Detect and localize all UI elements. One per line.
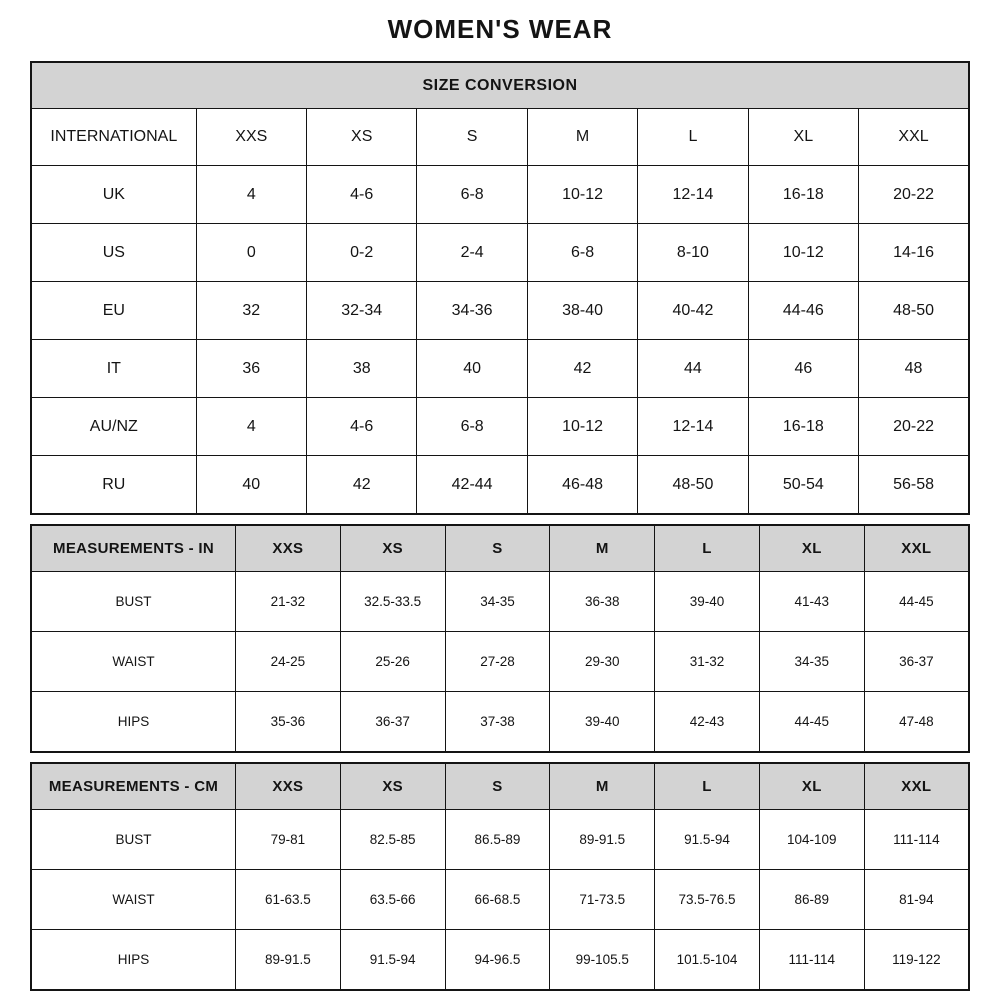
measurements-cm-table <box>30 762 970 991</box>
cell: 86.5-89 <box>445 810 550 870</box>
cell: 38 <box>307 340 417 398</box>
cell: 99-105.5 <box>550 930 655 991</box>
cell: 8-10 <box>638 224 748 282</box>
cell: 10-12 <box>748 224 858 282</box>
column-header-l: L <box>638 109 748 166</box>
cell: 36-37 <box>340 692 445 753</box>
cell: 46 <box>748 340 858 398</box>
measurements-in-title: MEASUREMENTS - IN <box>31 525 236 572</box>
column-header-m: M <box>550 525 655 572</box>
cell: 2-4 <box>417 224 527 282</box>
table-row-bust <box>31 572 969 632</box>
cell: 37-38 <box>445 692 550 753</box>
column-header-xl: XL <box>759 525 864 572</box>
column-header-xl: XL <box>748 109 858 166</box>
cell: 47-48 <box>864 692 969 753</box>
cell: 40 <box>196 456 306 515</box>
cell: 21-32 <box>236 572 341 632</box>
cell: 44-45 <box>759 692 864 753</box>
cell: 111-114 <box>864 810 969 870</box>
row-label: WAIST <box>31 632 236 692</box>
column-header-xxs: XXS <box>236 763 341 810</box>
column-header-xs: XS <box>340 525 445 572</box>
cell: 111-114 <box>759 930 864 991</box>
cell: 38-40 <box>527 282 637 340</box>
cell: 6-8 <box>417 166 527 224</box>
cell: 25-26 <box>340 632 445 692</box>
cell: 40-42 <box>638 282 748 340</box>
table-row-aunz <box>31 398 969 456</box>
table-row-hips <box>31 930 969 991</box>
column-header-xs: XS <box>307 109 417 166</box>
cell: 12-14 <box>638 398 748 456</box>
cell: 10-12 <box>527 398 637 456</box>
row-label: IT <box>31 340 196 398</box>
cell: 34-35 <box>445 572 550 632</box>
cell: 32 <box>196 282 306 340</box>
cell: 42 <box>307 456 417 515</box>
row-label: HIPS <box>31 930 236 991</box>
row-label: BUST <box>31 572 236 632</box>
table-title-row <box>31 62 969 109</box>
cell: 48 <box>859 340 969 398</box>
cell: 39-40 <box>655 572 760 632</box>
cell: 56-58 <box>859 456 969 515</box>
cell: 20-22 <box>859 398 969 456</box>
column-header-xxs: XXS <box>236 525 341 572</box>
column-header-xs: XS <box>340 763 445 810</box>
table-row-it <box>31 340 969 398</box>
row-label: BUST <box>31 810 236 870</box>
cell: 16-18 <box>748 398 858 456</box>
table-row-uk <box>31 166 969 224</box>
cell: 104-109 <box>759 810 864 870</box>
table-row-hips <box>31 692 969 753</box>
cell: 63.5-66 <box>340 870 445 930</box>
cell: 91.5-94 <box>655 810 760 870</box>
size-conversion-table <box>30 61 970 515</box>
cell: 6-8 <box>527 224 637 282</box>
cell: 36-38 <box>550 572 655 632</box>
cell: 81-94 <box>864 870 969 930</box>
cell: 48-50 <box>638 456 748 515</box>
cell: 34-36 <box>417 282 527 340</box>
table-row-eu <box>31 282 969 340</box>
cell: 79-81 <box>236 810 341 870</box>
cell: 36 <box>196 340 306 398</box>
row-label: HIPS <box>31 692 236 753</box>
row-label: WAIST <box>31 870 236 930</box>
cell: 73.5-76.5 <box>655 870 760 930</box>
cell: 89-91.5 <box>550 810 655 870</box>
cell: 32.5-33.5 <box>340 572 445 632</box>
cell: 46-48 <box>527 456 637 515</box>
cell: 119-122 <box>864 930 969 991</box>
cell: 48-50 <box>859 282 969 340</box>
page-title: WOMEN'S WEAR <box>387 14 613 44</box>
column-header-xxs: XXS <box>196 109 306 166</box>
column-header-xl: XL <box>759 763 864 810</box>
column-header-m: M <box>527 109 637 166</box>
row-label: RU <box>31 456 196 515</box>
cell: 40 <box>417 340 527 398</box>
table-row-waist <box>31 632 969 692</box>
row-label: UK <box>31 166 196 224</box>
table-header-row <box>31 109 969 166</box>
measurements-cm-title: MEASUREMENTS - CM <box>31 763 236 810</box>
cell: 27-28 <box>445 632 550 692</box>
row-label: EU <box>31 282 196 340</box>
cell: 35-36 <box>236 692 341 753</box>
cell: 42-44 <box>417 456 527 515</box>
column-header-s: S <box>445 763 550 810</box>
row-label: US <box>31 224 196 282</box>
cell: 4 <box>196 166 306 224</box>
cell: 44-45 <box>864 572 969 632</box>
cell: 0-2 <box>307 224 417 282</box>
cell: 91.5-94 <box>340 930 445 991</box>
cell: 41-43 <box>759 572 864 632</box>
cell: 32-34 <box>307 282 417 340</box>
cell: 82.5-85 <box>340 810 445 870</box>
row-label: AU/NZ <box>31 398 196 456</box>
cell: 44 <box>638 340 748 398</box>
cell: 50-54 <box>748 456 858 515</box>
measurements-in-table <box>30 524 970 753</box>
table-header-row <box>31 525 969 572</box>
cell: 10-12 <box>527 166 637 224</box>
cell: 31-32 <box>655 632 760 692</box>
table-row-us <box>31 224 969 282</box>
column-header-xxl: XXL <box>859 109 969 166</box>
column-header-international: INTERNATIONAL <box>31 109 196 166</box>
cell: 39-40 <box>550 692 655 753</box>
cell: 24-25 <box>236 632 341 692</box>
cell: 12-14 <box>638 166 748 224</box>
cell: 61-63.5 <box>236 870 341 930</box>
cell: 0 <box>196 224 306 282</box>
table-row-ru <box>31 456 969 515</box>
column-header-l: L <box>655 525 760 572</box>
size-conversion-title: SIZE CONVERSION <box>31 62 969 109</box>
cell: 4-6 <box>307 398 417 456</box>
column-header-l: L <box>655 763 760 810</box>
column-header-s: S <box>417 109 527 166</box>
cell: 14-16 <box>859 224 969 282</box>
column-header-xxl: XXL <box>864 763 969 810</box>
cell: 42-43 <box>655 692 760 753</box>
table-row-bust <box>31 810 969 870</box>
cell: 16-18 <box>748 166 858 224</box>
cell: 4-6 <box>307 166 417 224</box>
cell: 66-68.5 <box>445 870 550 930</box>
cell: 94-96.5 <box>445 930 550 991</box>
cell: 29-30 <box>550 632 655 692</box>
cell: 86-89 <box>759 870 864 930</box>
table-header-row <box>31 763 969 810</box>
table-row-waist <box>31 870 969 930</box>
cell: 4 <box>196 398 306 456</box>
cell: 71-73.5 <box>550 870 655 930</box>
cell: 44-46 <box>748 282 858 340</box>
column-header-m: M <box>550 763 655 810</box>
cell: 101.5-104 <box>655 930 760 991</box>
column-header-s: S <box>445 525 550 572</box>
cell: 6-8 <box>417 398 527 456</box>
cell: 42 <box>527 340 637 398</box>
cell: 89-91.5 <box>236 930 341 991</box>
cell: 36-37 <box>864 632 969 692</box>
cell: 34-35 <box>759 632 864 692</box>
column-header-xxl: XXL <box>864 525 969 572</box>
cell: 20-22 <box>859 166 969 224</box>
